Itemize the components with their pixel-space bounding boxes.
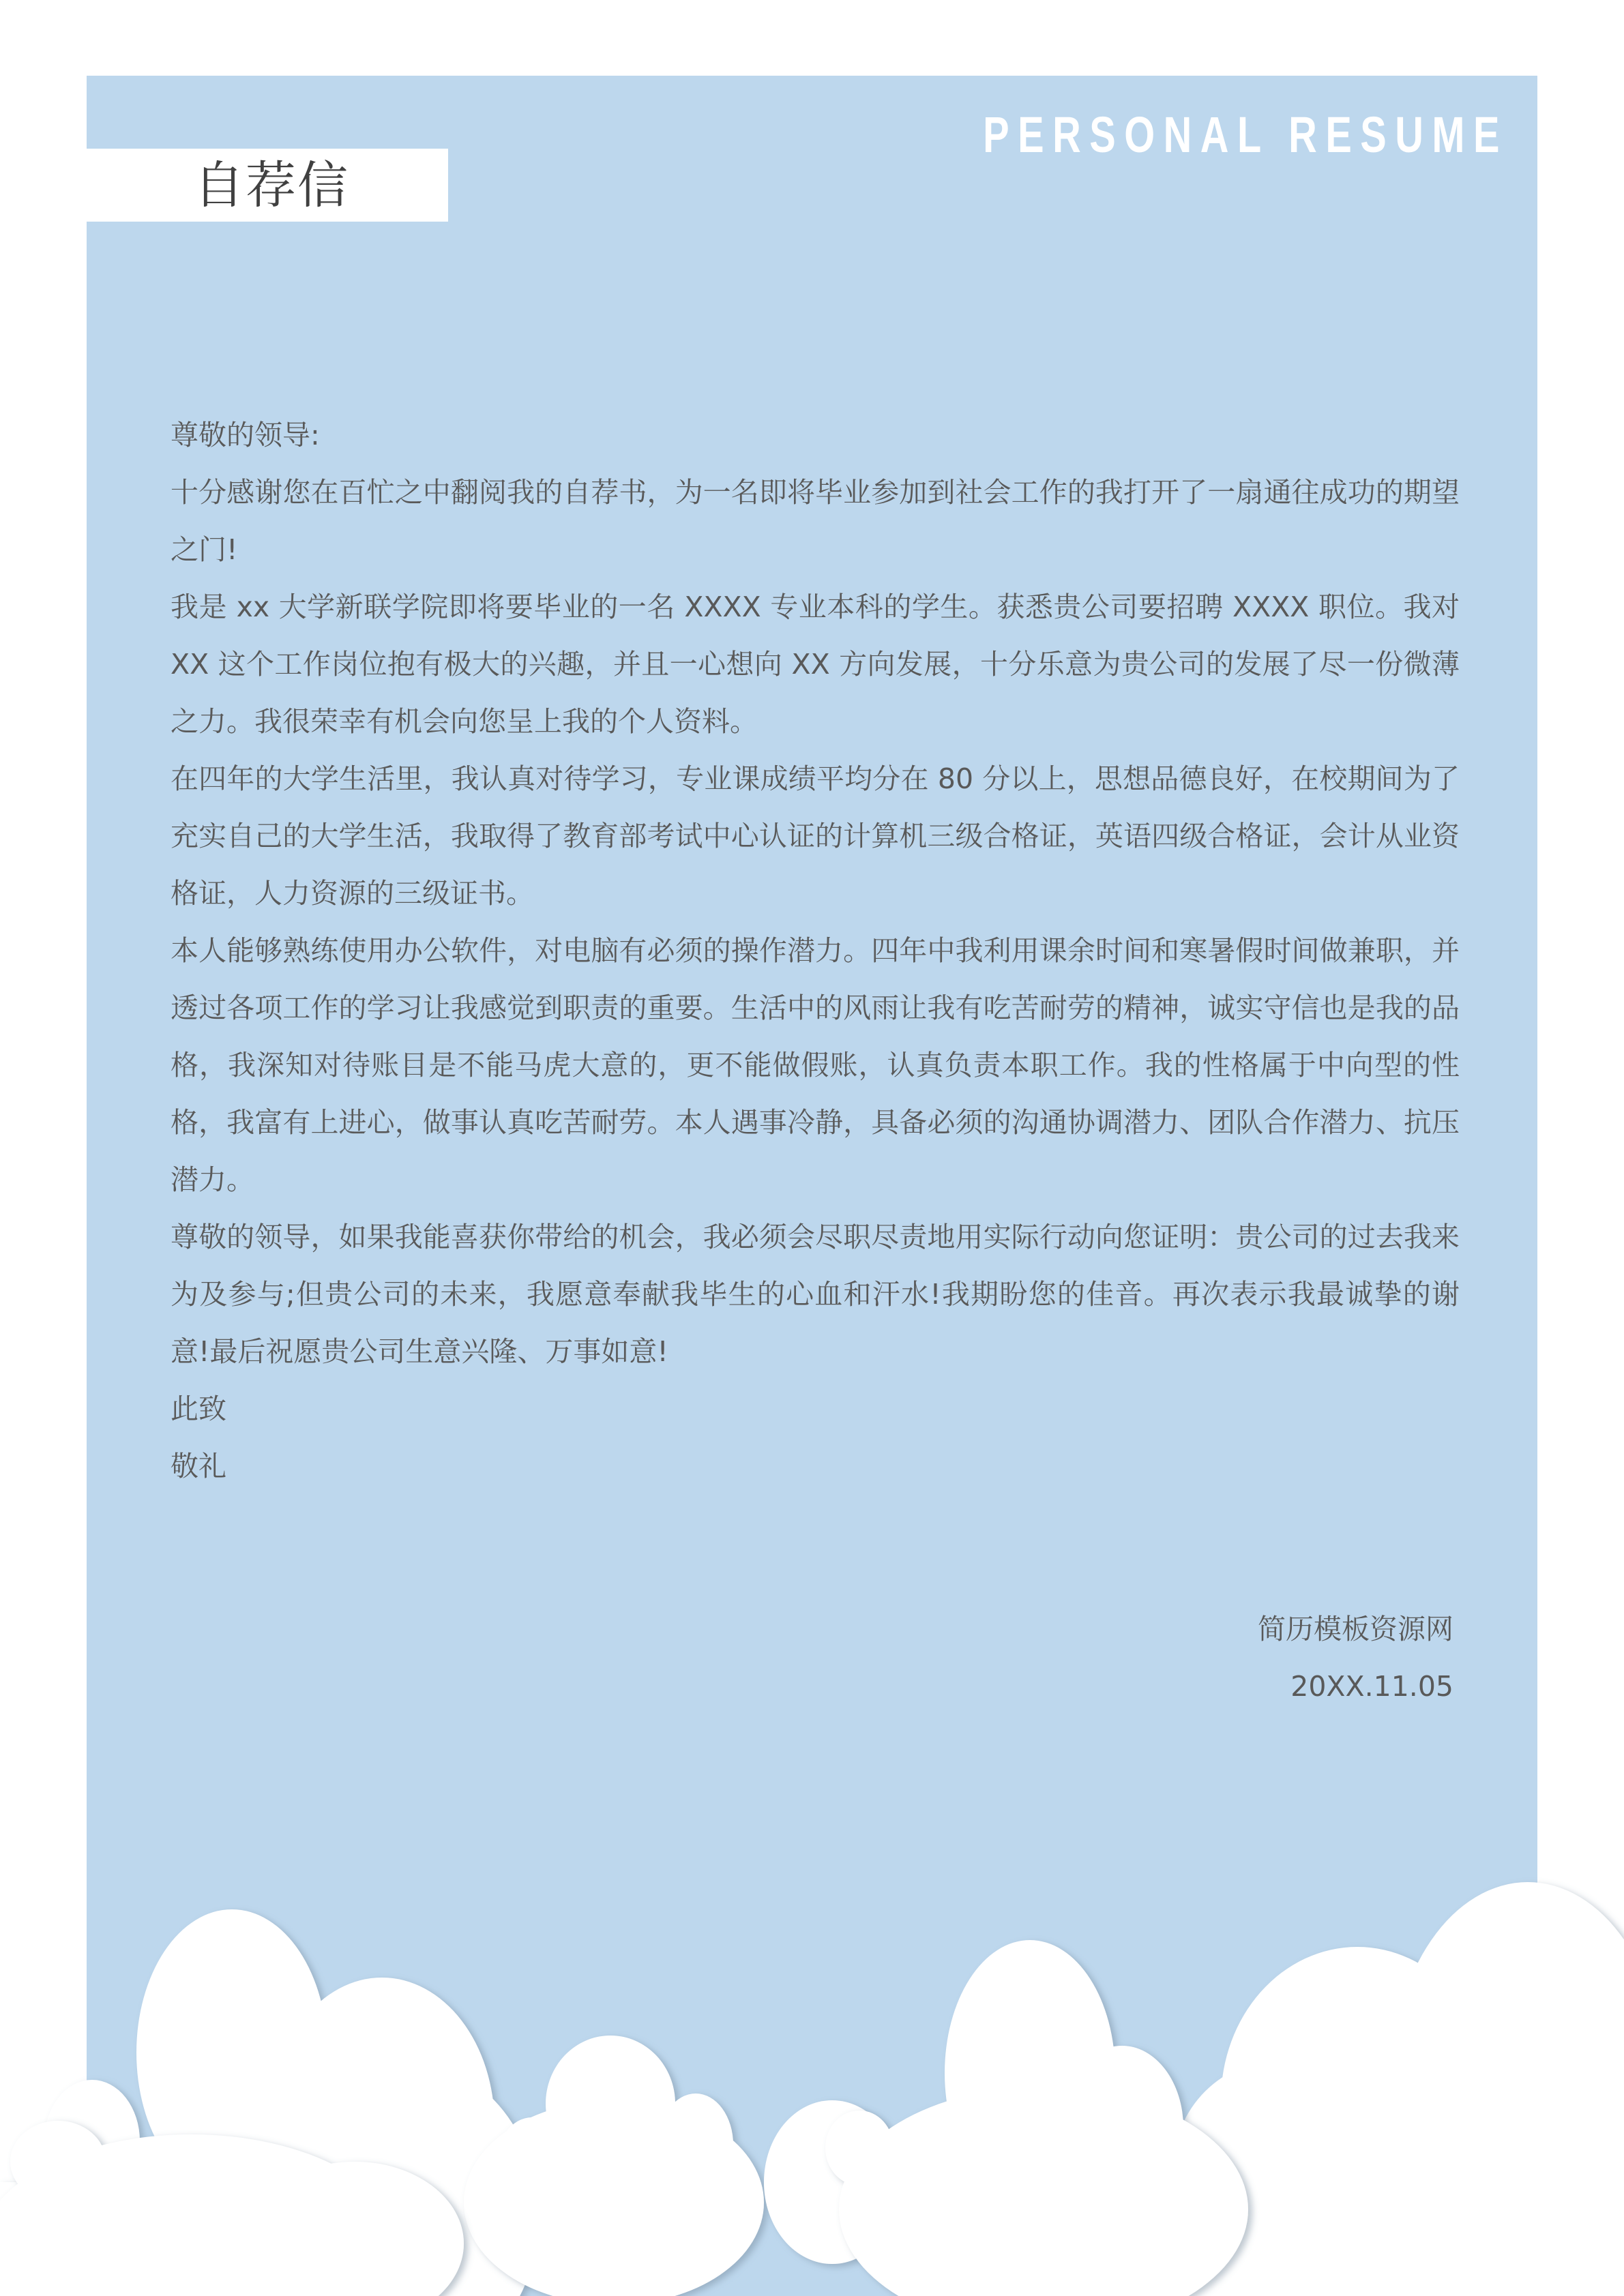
brand-heading: PERSONAL RESUME xyxy=(983,106,1508,163)
clouds-decoration-icon xyxy=(0,1841,1624,2296)
paragraph: 在四年的大学生活里，我认真对待学习，专业课成绩平均分在 80 分以上，思想品德良好，在校期间为了充实自己的大学生活，我取得了教育部考试中心认证的计算机三级合格证，英语四级合格证，会计从业资格证，人力资源的三级证书。 xyxy=(171,762,1460,910)
letter-body xyxy=(171,406,1460,1495)
signature-date: 20XX.11.05 xyxy=(1290,1670,1453,1703)
closing-line-1: 此致 xyxy=(171,1392,226,1425)
page-title: 自荐信 xyxy=(194,156,349,215)
paragraph: 尊敬的领导，如果我能喜获你带给的机会，我必须会尽职尽责地用实际行动向您证明：贵公司的过去我来为及参与;但贵公司的未来，我愿意奉献我毕生的心血和汗水!我期盼您的佳音。再次表示我最诚挚的谢意!最后祝愿贵公司生意兴隆、万事如意! xyxy=(171,1221,1460,1368)
closing-line-2: 敬礼 xyxy=(171,1450,226,1482)
paragraph: 十分感谢您在百忙之中翻阅我的自荐书，为一名即将毕业参加到社会工作的我打开了一扇通往成功的期望之门! xyxy=(171,476,1460,566)
signature-name: 简历模板资源网 xyxy=(1258,1613,1453,1645)
paragraph: 本人能够熟练使用办公软件，对电脑有必须的操作潜力。四年中我利用课余时间和寒暑假时间做兼职，并透过各项工作的学习让我感觉到职责的重要。生活中的风雨让我有吃苦耐劳的精神，诚实守信也是我的品格，我深知对待账目是不能马虎大意的，更不能做假账，认真负责本职工作。我的性格属于中向型的性格，我富有上进心，做事认真吃苦耐劳。本人遇事冷静，具备必须的沟通协调潜力、团队合作潜力、抗压潜力。 xyxy=(171,934,1460,1196)
salutation: 尊敬的领导: xyxy=(171,419,320,451)
signature-block xyxy=(1258,1600,1453,1715)
paragraph: 我是 xx 大学新联学院即将要毕业的一名 XXXX 专业本科的学生。获悉贵公司要招聘 XXXX 职位。我对 XX 这个工作岗位抱有极大的兴趣，并且一心想向 XX 方向发展，十分乐意为贵公司的发展了尽一份微薄之力。我很荣幸有机会向您呈上我的个人资料。 xyxy=(171,591,1460,738)
